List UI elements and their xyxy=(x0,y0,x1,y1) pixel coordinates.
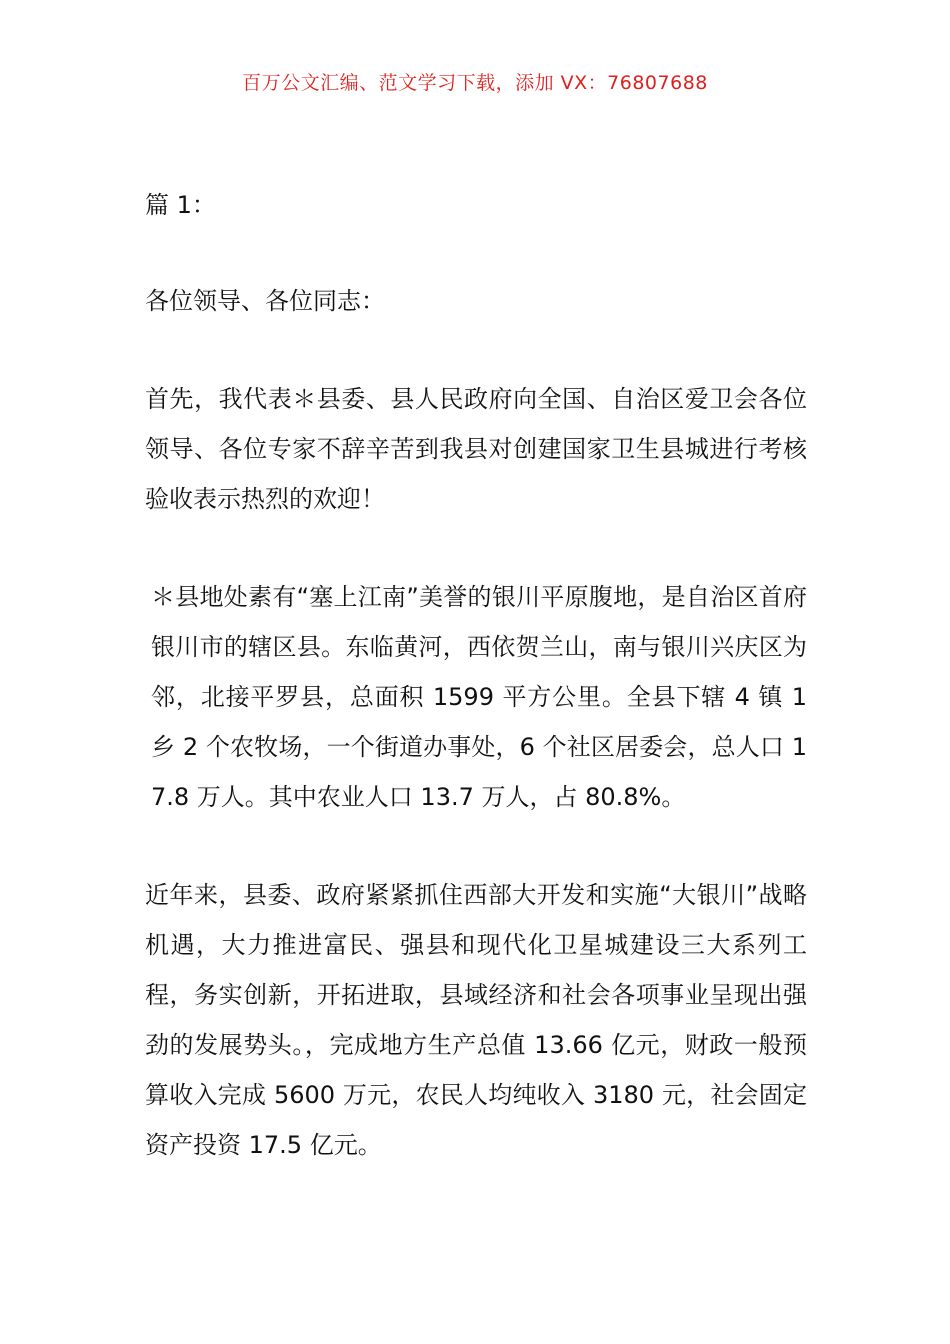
paragraph-welcome: 首先，我代表＊县委、县人民政府向全国、自治区爱卫会各位领导、各位专家不辞辛苦到我县对创建国家卫生县城进行考核验收表示热烈的欢迎！ xyxy=(145,385,807,513)
paragraph-county-overview: ＊县地处素有“塞上江南”美誉的银川平原腹地，是自治区首府银川市的辖区县。东临黄河，西依贺兰山，南与银川兴庆区为邻，北接平罗县，总面积 1599 平方公里。全县下辖 4 镇 1 乡 2 个农牧场，一个街道办事处，6 个社区居委会，总人口 17.8 万人。其中农业人口 13.7 万人，占 80.8%。 xyxy=(151,583,807,811)
document-body xyxy=(145,180,807,1218)
watermark-header: 百万公文汇编、范文学习下载，添加 VX：76807688 xyxy=(242,72,708,94)
paragraph-development: 近年来，县委、政府紧紧抓住西部大开发和实施“大银川”战略机遇，大力推进富民、强县和现代化卫星城建设三大系列工程，务实创新，开拓进取，县域经济和社会各项事业呈现出强劲的发展势头。，完成地方生产总值 13.66 亿元，财政一般预算收入完成 5600 万元，农民人均纯收入 3180 元，社会固定资产投资 17.5 亿元。 xyxy=(145,881,807,1159)
section-title: 篇 1： xyxy=(145,191,216,219)
greeting-line: 各位领导、各位同志： xyxy=(145,287,385,315)
